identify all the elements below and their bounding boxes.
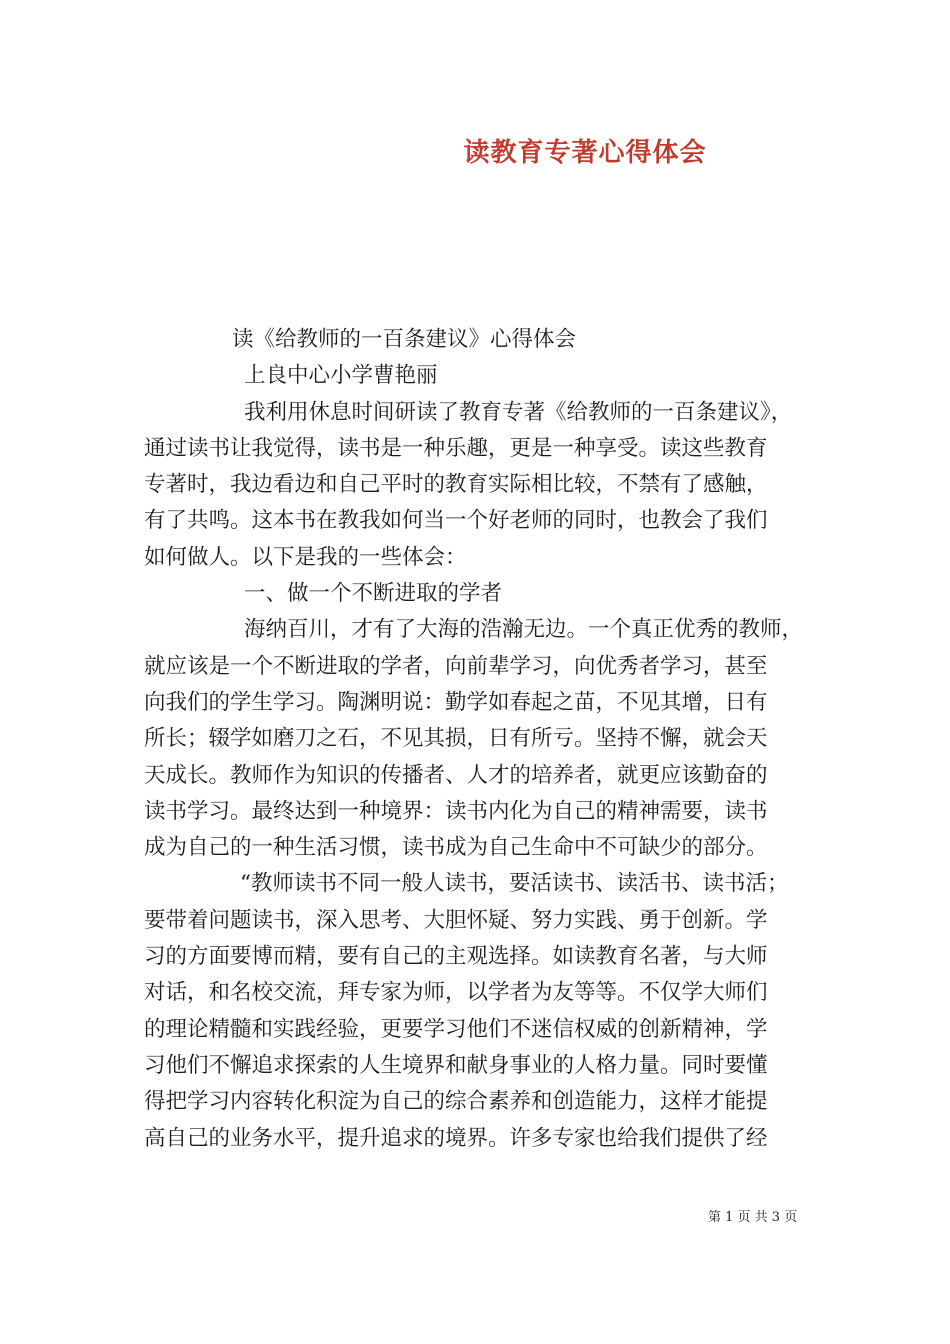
paragraph-line: 要带着问题读书，深入思考、大胆怀疑、努力实践、勇于创新。学: [144, 907, 768, 933]
paragraph-line: 的理论精髓和实践经验，更要学习他们不迷信权威的创新精神，学: [144, 1016, 768, 1042]
paragraph-line: 习他们不懈追求探索的人生境界和献身事业的人格力量。同时要懂: [144, 1052, 768, 1078]
paragraph-line: 海纳百川，才有了大海的浩瀚无边。一个真正优秀的教师，: [244, 617, 804, 643]
paragraph-line: 对话，和名校交流，拜专家为师，以学者为友等等。不仅学大师们: [144, 980, 768, 1006]
paragraph-line: 就应该是一个不断进取的学者，向前辈学习，向优秀者学习，甚至: [144, 653, 768, 679]
section-heading: 一、做一个不断进取的学者: [244, 581, 503, 607]
paragraph-line: 高自己的业务水平，提升追求的境界。许多专家也给我们提供了经: [144, 1125, 768, 1151]
paragraph-line: 读书学习。最终达到一种境界：读书内化为自己的精神需要，读书: [144, 798, 768, 824]
document-title: 读教育专著心得体会: [463, 138, 707, 168]
paragraph-line: 通过读书让我觉得，读书是一种乐趣，更是一种享受。读这些教育: [144, 435, 768, 461]
author-line: 上良中心小学曹艳丽: [244, 363, 438, 389]
paragraph-line: 习的方面要博而精，要有自己的主观选择。如读教育名著，与大师: [144, 944, 768, 970]
document-body: [144, 322, 812, 1157]
paragraph-line: 我利用休息时间研读了教育专著《给教师的一百条建议》，: [244, 399, 793, 425]
page-number: 第 1 页 共 3 页: [708, 1210, 798, 1225]
paragraph-line: 成为自己的一种生活习惯，读书成为自己生命中不可缺少的部分。: [144, 835, 768, 861]
paragraph-line: 得把学习内容转化积淀为自己的综合素养和创造能力，这样才能提: [144, 1089, 768, 1115]
paragraph-line: 专著时，我边看边和自己平时的教育实际相比较，不禁有了感触，: [144, 472, 768, 498]
paragraph-line: “教师读书不同一般人读书，要活读书、读活书、读书活；: [240, 871, 789, 897]
paragraph-line: 有了共鸣。这本书在教我如何当一个好老师的同时，也教会了我们: [144, 508, 768, 534]
essay-heading: 读《给教师的一百条建议》心得体会: [232, 327, 577, 352]
paragraph-line: 如何做人。以下是我的一些体会：: [144, 544, 467, 570]
paragraph-line: 向我们的学生学习。陶渊明说：勤学如春起之苗，不见其增，日有: [144, 689, 768, 715]
paragraph-line: 天成长。教师作为知识的传播者、人才的培养者，就更应该勤奋的: [144, 762, 768, 788]
paragraph-line: 所长；辍学如磨刀之石，不见其损，日有所亏。坚持不懈，就会天: [144, 726, 768, 752]
